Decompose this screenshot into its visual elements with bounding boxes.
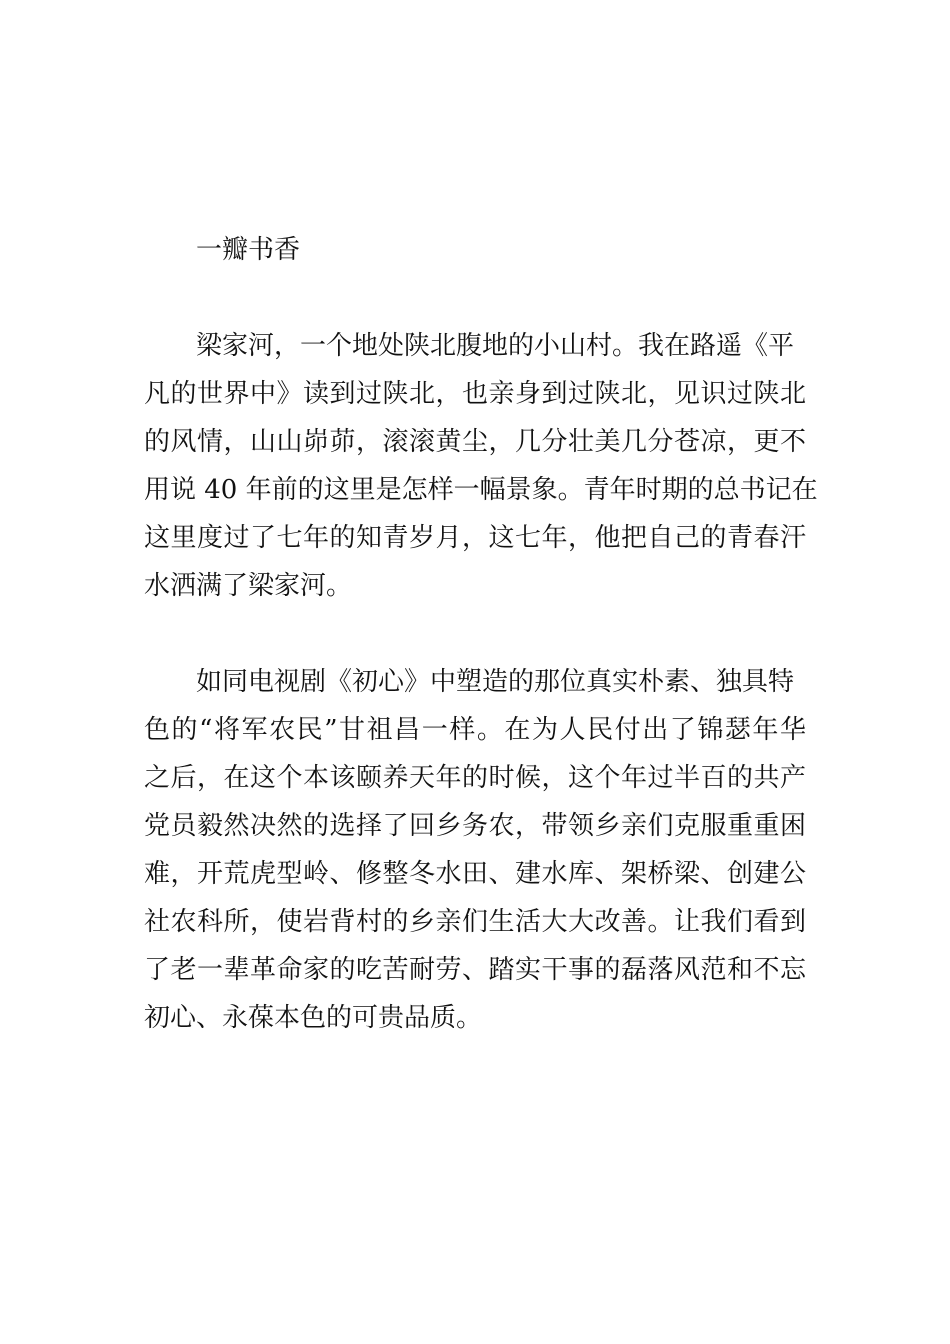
document-body bbox=[144, 226, 818, 1042]
paragraph-line: 用说 40 年前的这里是怎样一幅景象。青年时期的总书记在 bbox=[144, 475, 818, 505]
paragraph-line: 色的“将军农民”甘祖昌一样。在为人民付出了锦瑟年华 bbox=[144, 715, 806, 745]
paragraph-line: 的风情，山山峁茆，滚滚黄尘，几分壮美几分苍凉，更不 bbox=[144, 427, 806, 457]
paragraph-line: 凡的世界中》读到过陕北，也亲身到过陕北，见识过陕北 bbox=[144, 379, 806, 409]
paragraph-1 bbox=[144, 322, 818, 610]
paragraph-2 bbox=[144, 658, 806, 1042]
paragraph-spacer bbox=[144, 274, 806, 322]
paragraph-line: 这里度过了七年的知青岁月，这七年，他把自己的青春汗 bbox=[144, 523, 806, 553]
paragraph-line: 了老一辈革命家的吃苦耐劳、踏实干事的磊落风范和不忘 bbox=[144, 955, 806, 985]
paragraph-line: 社农科所，使岩背村的乡亲们生活大大改善。让我们看到 bbox=[144, 907, 806, 937]
paragraph-line: 水洒满了梁家河。 bbox=[144, 571, 353, 601]
paragraph-line: 难，开荒虎型岭、修整冬水田、建水库、架桥梁、创建公 bbox=[144, 859, 806, 889]
paragraph-line: 梁家河，一个地处陕北腹地的小山村。我在路遥《平 bbox=[196, 331, 795, 361]
paragraph-line: 如同电视剧《初心》中塑造的那位真实朴素、独具特 bbox=[196, 667, 795, 697]
paragraph-line: 初心、永葆本色的可贵品质。 bbox=[144, 1003, 483, 1033]
paragraph-line: 之后，在这个本该颐养天年的时候，这个年过半百的共产 bbox=[144, 763, 806, 793]
paragraph-line: 党员毅然决然的选择了回乡务农，带领乡亲们克服重重困 bbox=[144, 811, 806, 841]
document-heading: 一瓣书香 bbox=[196, 235, 301, 265]
paragraph-spacer bbox=[144, 610, 806, 658]
